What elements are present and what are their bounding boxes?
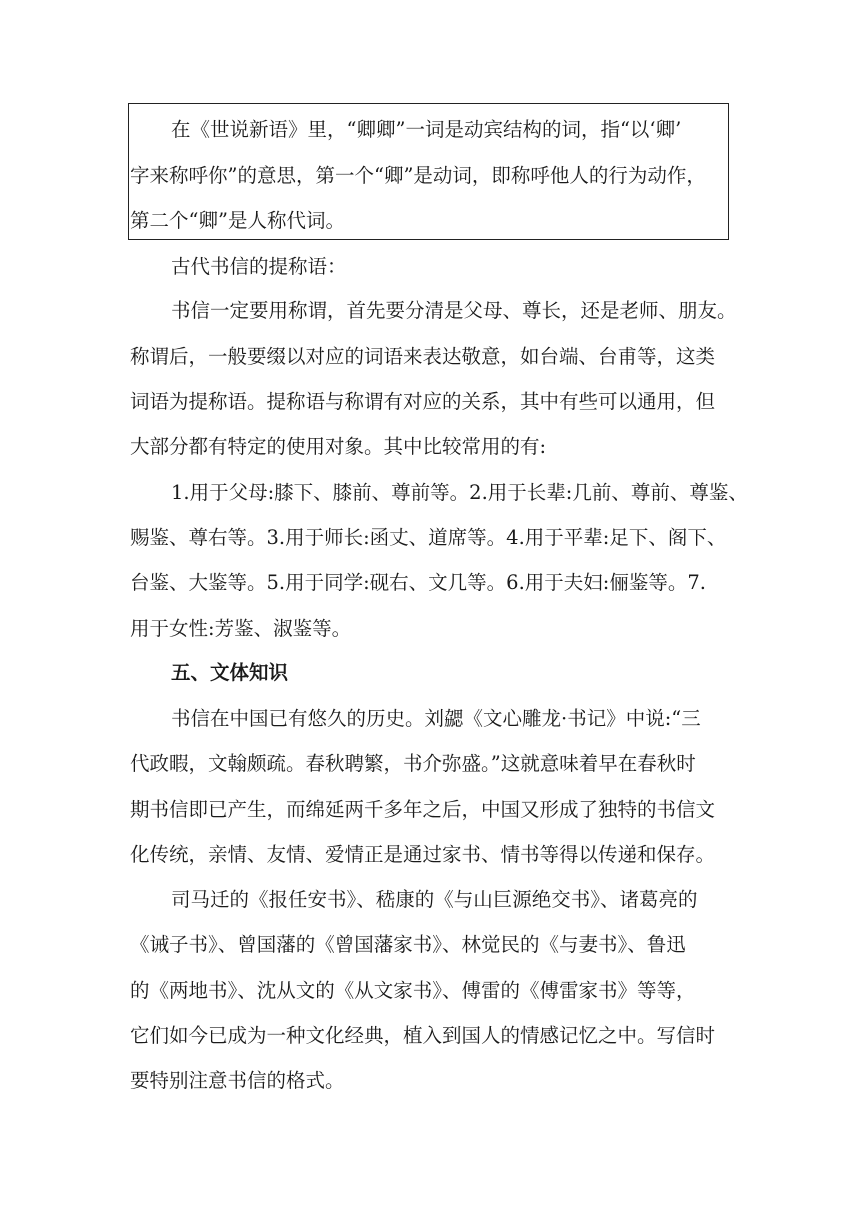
paragraph-line: 它们如今已成为一种文化经典，植入到国人的情感记忆之中。写信时: [130, 1024, 716, 1047]
list-line: 赐鉴、尊右等。3.用于师长:函丈、道席等。4.用于平辈:足下、阁下、: [130, 526, 727, 549]
paragraph-line: 要特别注意书信的格式。: [130, 1069, 345, 1092]
callout-line: 第二个“卿”是人称代词。: [130, 209, 345, 232]
paragraph-line: 司马迁的《报任安书》、嵇康的《与山巨源绝交书》、诸葛亮的: [171, 888, 698, 911]
paragraph-line: 大部分都有特定的使用对象。其中比较常用的有:: [130, 435, 547, 458]
paragraph-line: 代政暇，文翰颇疏。春秋聘繁，书介弥盛。”这就意味着早在春秋时: [130, 752, 696, 775]
callout-line: 在《世说新语》里，“卿卿”一词是动宾结构的词，指“以‘卿’: [171, 118, 682, 141]
paragraph-line: 期书信即已产生，而绵延两千多年之后，中国又形成了独特的书信文: [130, 798, 716, 821]
paragraph-line: 《诫子书》、曾国藩的《曾国藩家书》、林觉民的《与妻书》、鲁迅: [130, 933, 686, 956]
paragraph-line: 化传统，亲情、友情、爱情正是通过家书、情书等得以传递和保存。: [130, 843, 716, 866]
callout-line: 字来称呼你”的意思，第一个“卿”是动词，即称呼他人的行为动作，: [130, 164, 706, 187]
list-line: 台鉴、大鉴等。5.用于同学:砚右、文几等。6.用于夫妇:俪鉴等。7.: [130, 571, 706, 594]
salutation-title: 古代书信的提称语：: [171, 255, 347, 278]
paragraph-line: 词语为提称语。提称语与称谓有对应的关系，其中有些可以通用，但: [130, 390, 716, 413]
section-heading: 五、文体知识: [171, 661, 289, 684]
paragraph-line: 书信一定要用称谓，首先要分清是父母、尊长，还是老师、朋友。: [171, 299, 737, 322]
paragraph-line: 书信在中国已有悠久的历史。刘勰《文心雕龙·书记》中说:“三: [171, 707, 701, 730]
list-line: 用于女性:芳鉴、淑鉴等。: [130, 617, 352, 640]
paragraph-line: 的《两地书》、沈从文的《从文家书》、傅雷的《傅雷家书》等等，: [130, 979, 696, 1002]
paragraph-line: 称谓后，一般要缀以对应的词语来表达敬意，如台端、台甫等，这类: [130, 345, 716, 368]
list-line: 1.用于父母:膝下、膝前、尊前等。2.用于长辈:几前、尊前、尊鉴、: [171, 481, 748, 504]
